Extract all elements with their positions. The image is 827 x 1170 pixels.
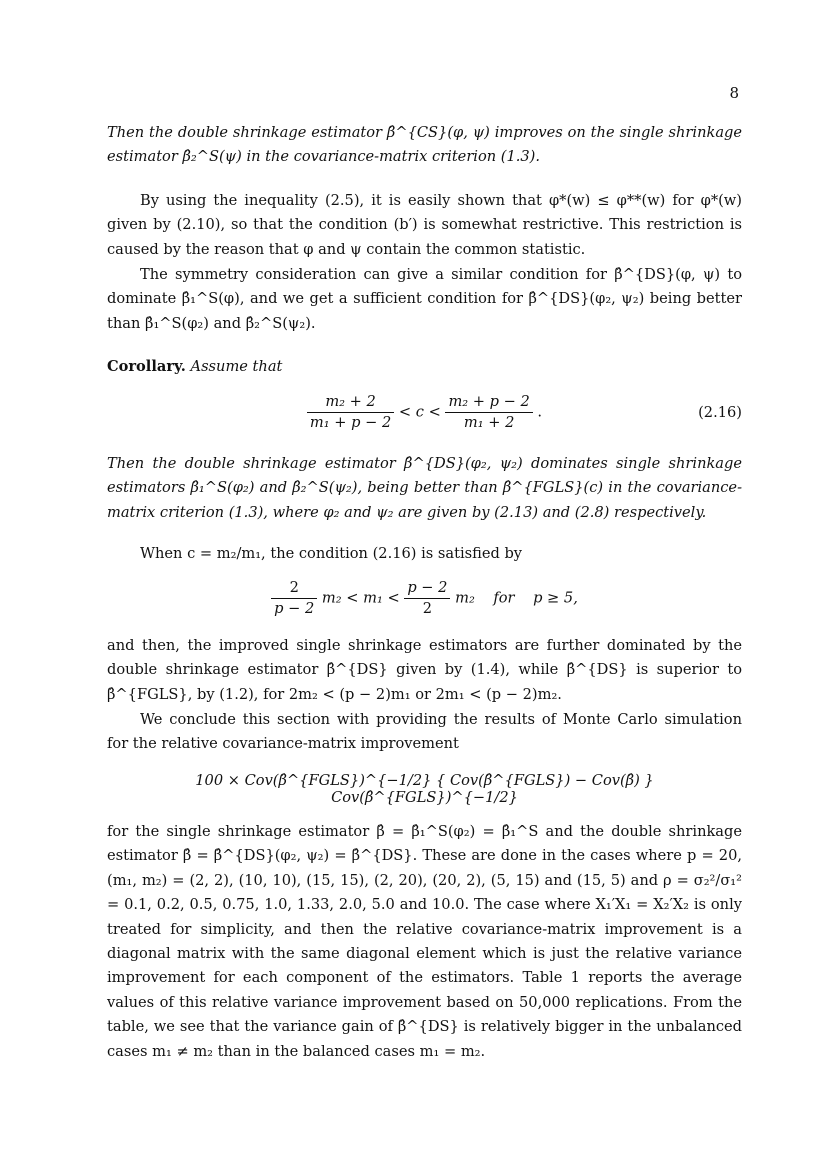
paragraph-simulation-intro: We conclude this section with providing the results of Monte Carlo simulation for the relative covariance-matrix improvement [107, 711, 742, 753]
theorem-conclusion: Then the double shrinkage estimator β̂^{CS}(φ, ψ) improves on the single shrinkage estimator β̂₂^S(ψ) in the covariance-matrix criterion (1.3). [107, 124, 742, 166]
equation-2-16: $\frac{\text{m₂ + 2}}{\text{m₁ + p − 2}}$ < c < $\frac{\text{m₂ + p − 2}}{\text{m₁ + 2}}$ . (2.16) [107, 392, 742, 438]
paragraph-simulation-results: for the single shrinkage estimator β̂ = β̂₁^S(φ₂) = β̂₁^S and the double shrinkage estimator β̂ = β̂^{DS}(φ₂, ψ₂) = β̂^{DS}. These are done in the cases where p = 20, (m₁, m₂) = (2, 2), (10, 10), (15, 15), (2, 20), (20, 2), (5, 15) and (15, 5) and ρ = σ₂²/σ₁² = 0.1, 0.2, 0.5, 0.75, 1.0, 1.33, 2.0, 5.0 and 10.0. The case where X₁′X₁ = X₂′X₂ is only treated for simplicity, and then the relative covariance-matrix improvement is a diagonal matrix with the same diagonal element which is just the relative variance improvement for each component of the estimators. Table 1 reports the average values of this relative variance improvement based on 50,000 replications. From the table, we see that the variance gain of β̂^{DS} is relatively bigger in the unbalanced cases m₁ ≠ m₂ than in the balanced cases m₁ = m₂. [107, 823, 742, 1060]
corollary-intro: Assume that [190, 358, 283, 375]
corollary-statement: Then the double shrinkage estimator β̂^{DS}(φ₂, ψ₂) dominates single shrinkage estimators β̂₁^S(φ₂) and β̂₂^S(ψ₂), being better than β̂^{FGLS}(c) in the covariance-matrix criterion (1.3), where φ₂ and ψ₂ are given by (2.13) and (2.8) respectively. [107, 455, 742, 521]
cond-left-fraction: $\frac{2}{p - 2}$ [271, 578, 317, 619]
eq216-right-fraction: $\frac{\text{m₂ + p − 2}}{\text{m₁ + 2}}$ [445, 392, 532, 433]
equation-condition: $\frac{2}{p - 2}$ m₂ < m₁ < $\frac{p - 2}{2}$ m₂ for p ≥ 5, [107, 578, 742, 624]
paragraph-condition: When c = m₂/m₁, the condition (2.16) is satisfied by [140, 545, 523, 562]
equation-number: (2.16) [698, 404, 742, 421]
paragraph-inequality: By using the inequality (2.5), it is easily shown that φ*(w) ≤ φ**(w) for φ*(w) given by (2.10), so that the condition (b′) is somewhat restrictive. This restriction is caused by the reason that φ and ψ contain the common statistic. [107, 192, 742, 258]
paragraph-symmetry: The symmetry consideration can give a similar condition for β̂^{DS}(φ, ψ) to dominate β̂₁^S(φ), and we get a sufficient condition for β̂^{DS}(φ₂, ψ₂) being better than β̂₁^S(φ₂) and β̂₂^S(ψ₂). [107, 266, 742, 332]
corollary-label: Corollary. [107, 358, 186, 375]
paragraph-dominance: and then, the improved single shrinkage estimators are further dominated by the double shrinkage estimator β̂^{DS} given by (1.4), while β̂^{DS} is superior to β̂^{FGLS}, by (1.2), for 2m₂ < (p − 2)m₁ or 2m₁ < (p − 2)m₂. [107, 637, 742, 703]
equation-improvement: 100 × Cov(β̂^{FGLS})^{−1/2} { Cov(β̂^{FGLS}) − Cov(β̂) } Cov(β̂^{FGLS})^{−1/2} [195, 772, 654, 806]
corollary-heading [107, 355, 742, 379]
eq216-middle: < c < [398, 403, 441, 421]
page-number: 8 [729, 84, 739, 102]
eq216-left-fraction: $\frac{\text{m₂ + 2}}{\text{m₁ + p − 2}}$ [307, 392, 394, 433]
cond-right-fraction: $\frac{p - 2}{2}$ [404, 578, 450, 619]
